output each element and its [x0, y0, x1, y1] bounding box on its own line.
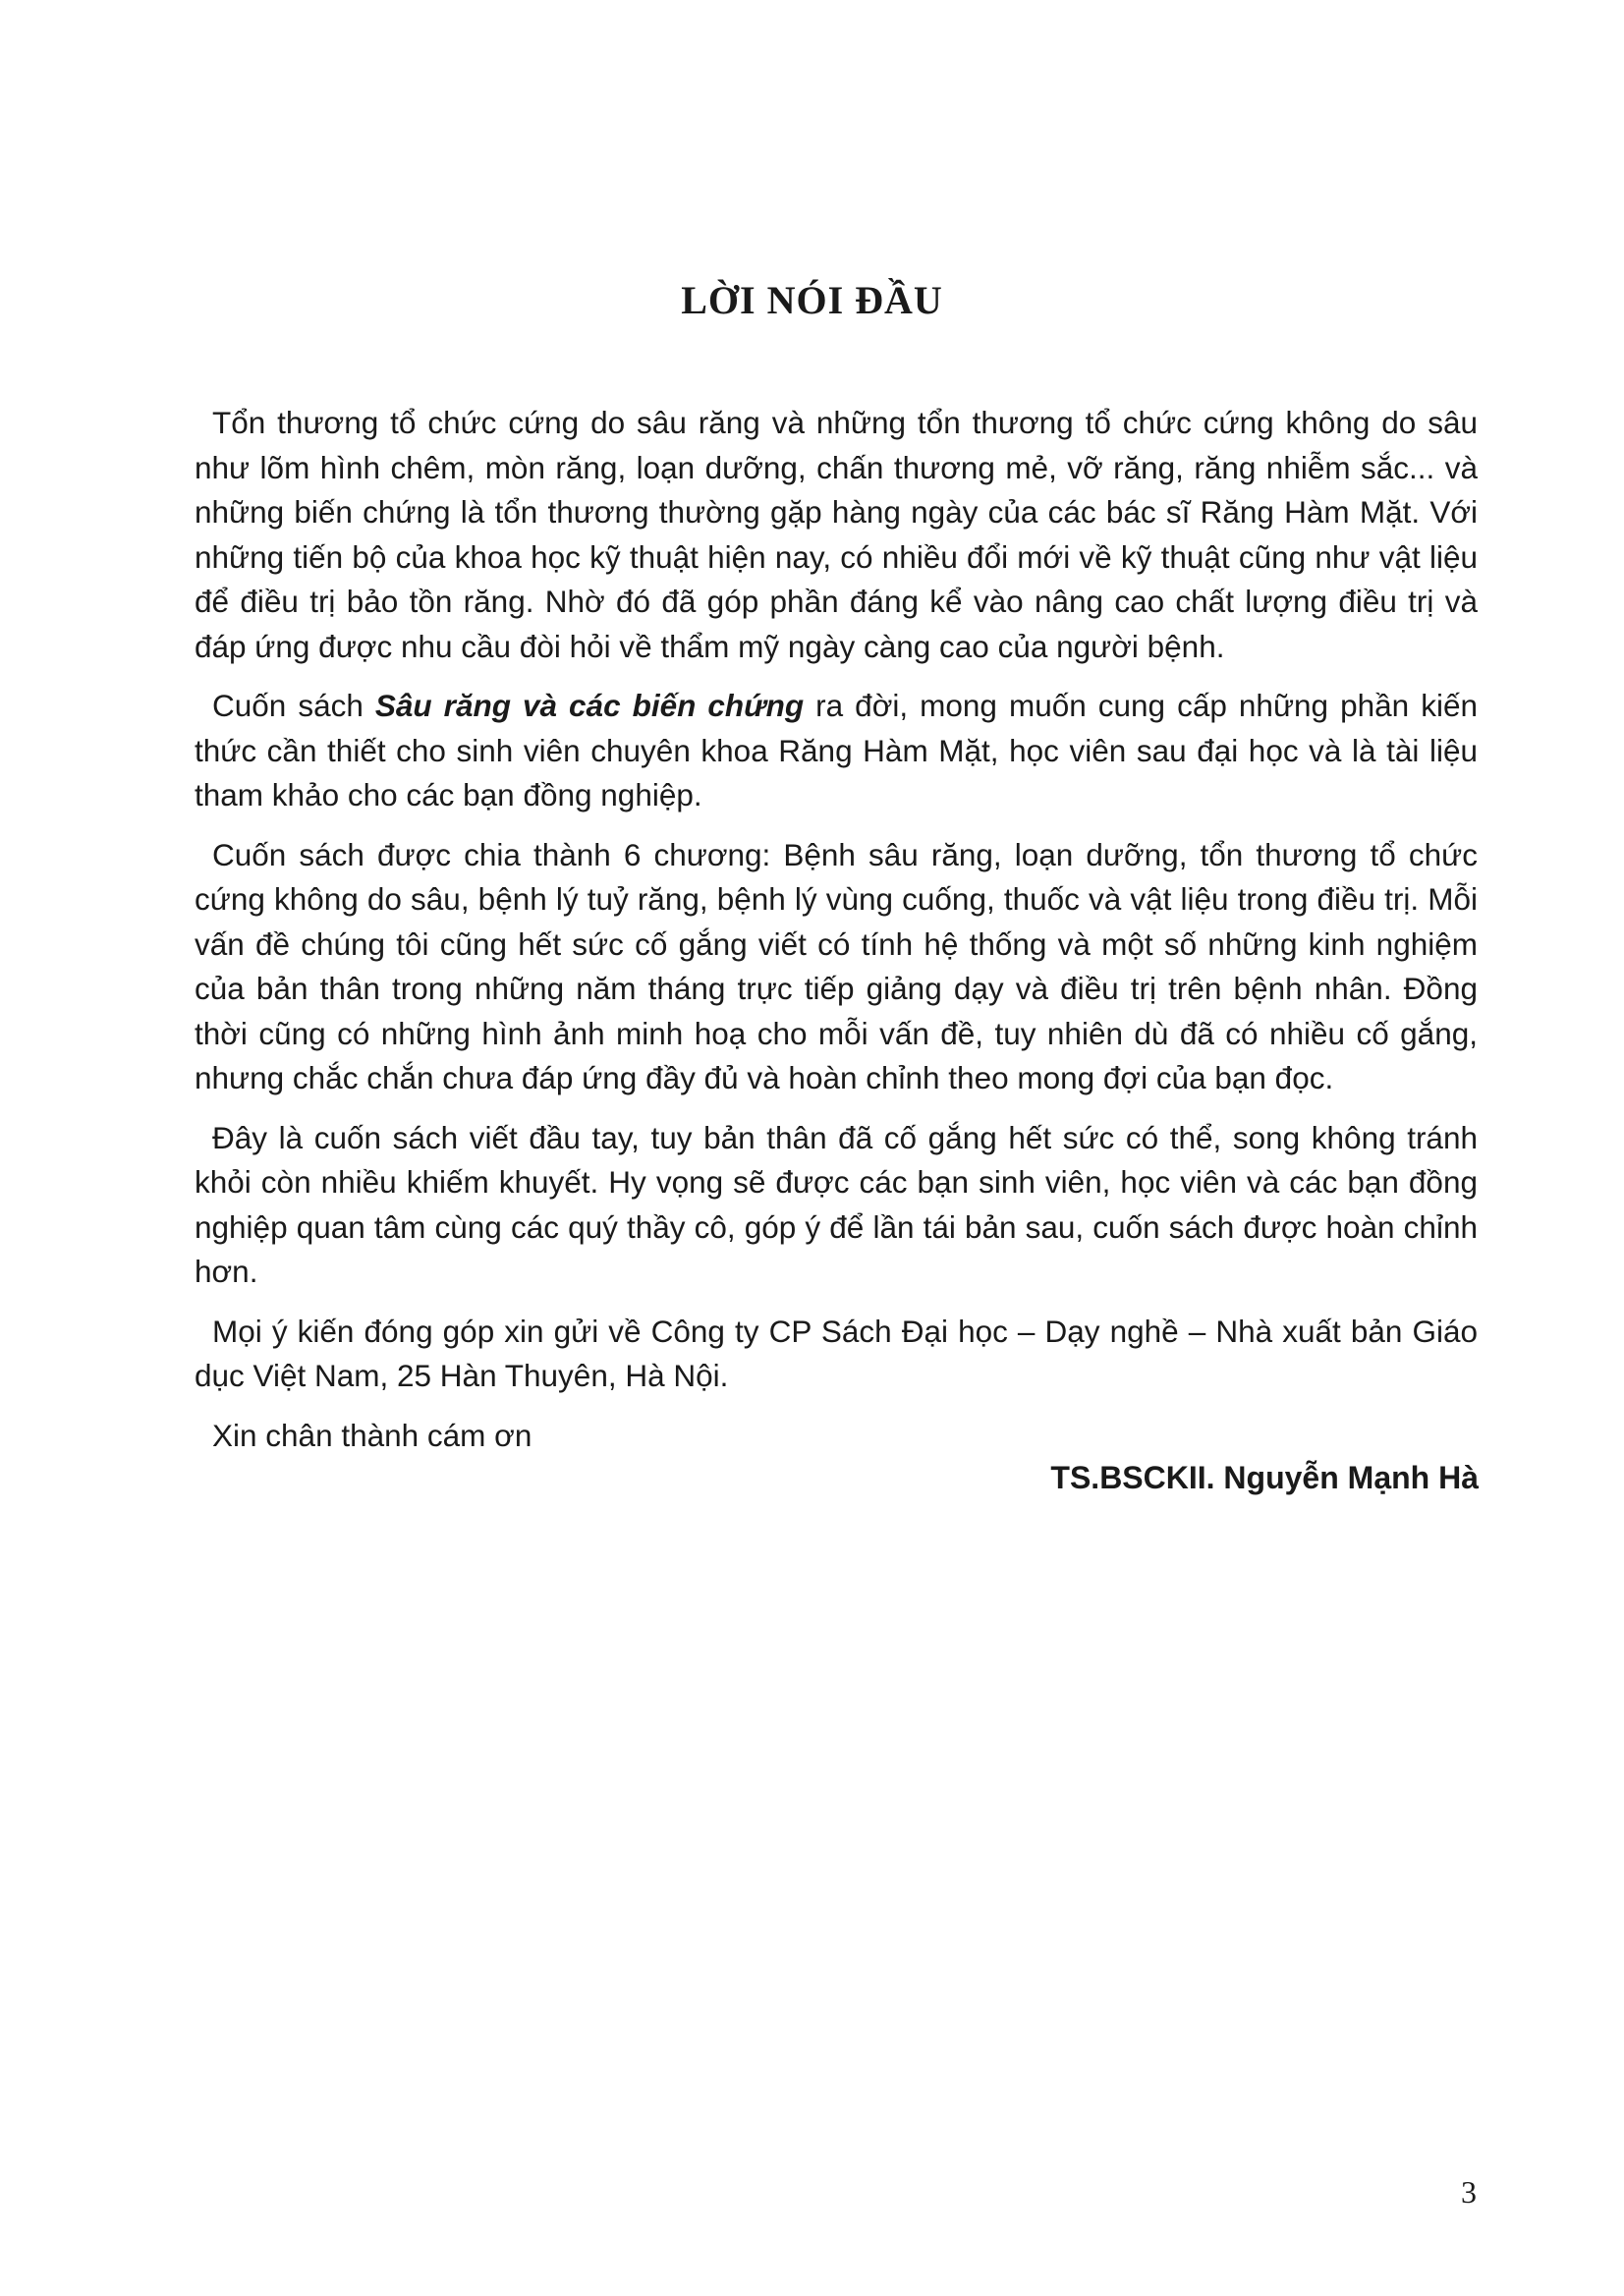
paragraph: [195, 684, 1478, 818]
paragraph-text-after: ra đời, mong muốn cung cấp những phần kiến thức cần thiết cho sinh viên chuyên khoa Răng Hàm Mặt, học viên sau đại học và là tài liệu tham khảo cho các bạn đồng nghiệp.: [195, 688, 1478, 812]
paragraph: [195, 833, 1478, 1101]
paragraph-text-before: Cuốn sách: [212, 688, 375, 723]
paragraph-text: Cuốn sách được chia thành 6 chương: Bệnh sâu răng, loạn dưỡng, tổn thương tổ chức cứng không do sâu, bệnh lý tuỷ răng, bệnh lý vùng cuống, thuốc và vật liệu trong điều trị. Mỗi vấn đề chúng tôi cũng hết sức cố gắng viết có tính hệ thống và một số những kinh nghiệm của bản thân trong những năm tháng trực tiếp giảng dạy và điều trị trên bệnh nhân. Đồng thời cũng có những hình ảnh minh hoạ cho mỗi vấn đề, tuy nhiên dù đã có nhiều cố gắng, nhưng chắc chắn chưa đáp ứng đầy đủ và hoàn chỉnh theo mong đợi của bạn đọc.: [195, 836, 1478, 1095]
paragraph-text: Mọi ý kiến đóng góp xin gửi về Công ty CP Sách Đại học – Dạy nghề – Nhà xuất bản Giáo dục Việt Nam, 25 Hàn Thuyên, Hà Nội.: [195, 1313, 1478, 1393]
page-number: 3: [1461, 2174, 1477, 2210]
author-signature: TS.BSCKII. Nguyễn Mạnh Hà: [1050, 1460, 1479, 1495]
book-title: Sâu răng và các biến chứng: [374, 688, 805, 723]
paragraph-text: Đây là cuốn sách viết đầu tay, tuy bản thân đã cố gắng hết sức có thể, song không tránh khỏi còn nhiều khiếm khuyết. Hy vọng sẽ được các bạn sinh viên, học viên và các bạn đồng nghiệp quan tâm cùng các quý thầy cô, góp ý để lần tái bản sau, cuốn sách được hoàn chỉnh hơn.: [195, 1119, 1478, 1289]
paragraph-text: Tổn thương tổ chức cứng do sâu răng và những tổn thương tổ chức cứng không do sâu như lõm hình chêm, mòn răng, loạn dưỡng, chấn thương mẻ, vỡ răng, răng nhiễm sắc... và những biến chứng là tổn thương thường gặp hàng ngày của các bác sĩ Răng Hàm Mặt. Với những tiến bộ của khoa học kỹ thuật hiện nay, có nhiều đổi mới về kỹ thuật cũng như vật liệu để điều trị bảo tồn răng. Nhờ đó đã góp phần đáng kể vào nâng cao chất lượng điều trị và đáp ứng được nhu cầu đòi hỏi về thẩm mỹ ngày càng cao của người bệnh.: [195, 405, 1478, 664]
paragraph: [195, 1414, 1478, 1459]
closing-text: Xin chân thành cám ơn: [212, 1417, 532, 1453]
preface-body: [195, 401, 1478, 1473]
paragraph: [195, 1116, 1478, 1295]
page-title: LỜI NÓI ĐẦU: [681, 278, 943, 322]
paragraph: [195, 401, 1478, 669]
paragraph: [195, 1310, 1478, 1399]
